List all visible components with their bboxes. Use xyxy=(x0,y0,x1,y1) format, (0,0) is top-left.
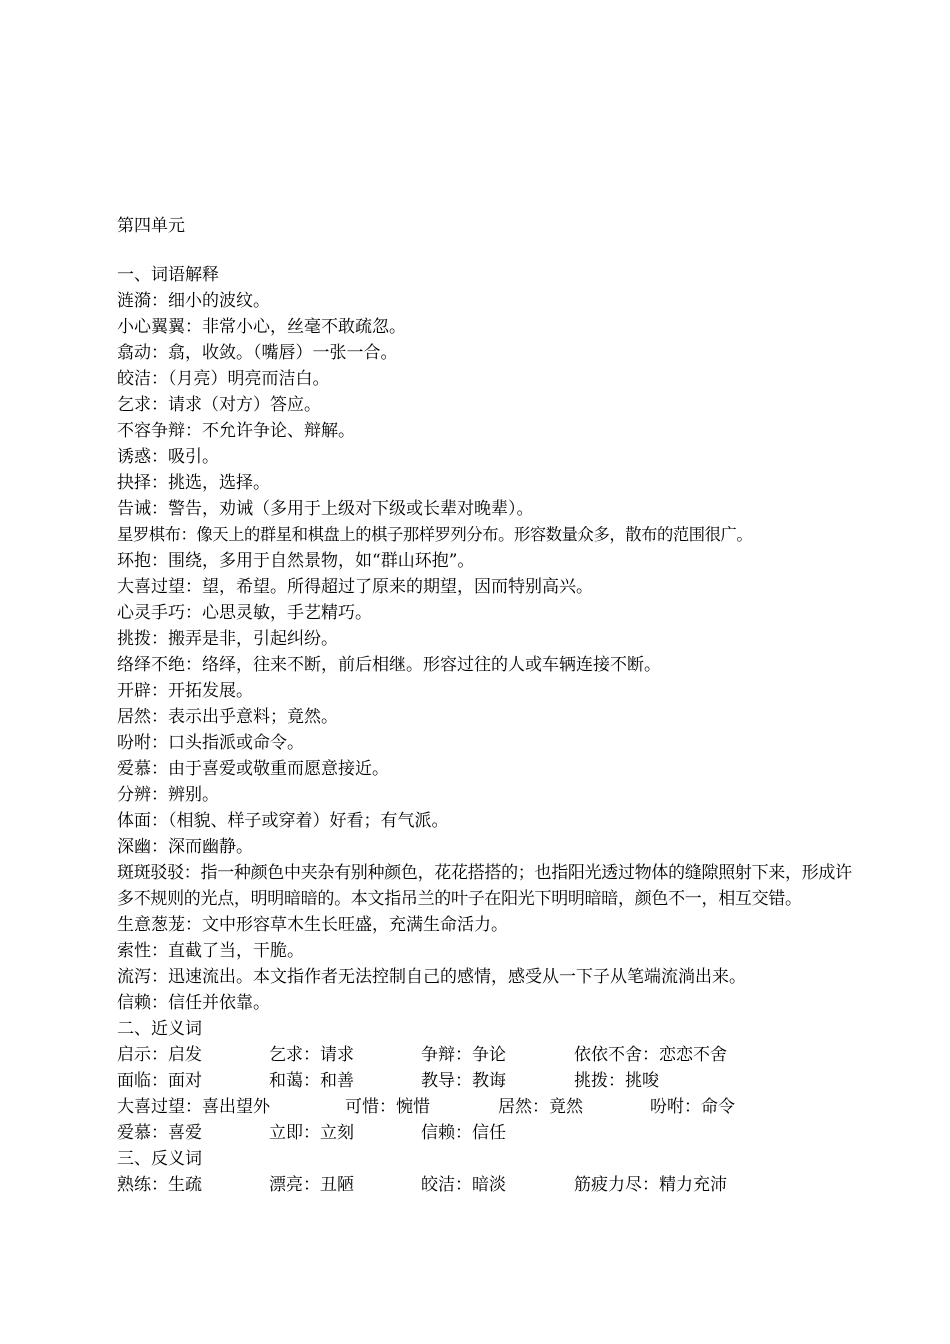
definition-entry: 大喜过望：望，希望。所得超过了原来的期望，因而特别高兴。 xyxy=(117,577,593,597)
definition-entry: 斑斑驳驳：指一种颜色中夹杂有别种颜色，花花搭搭的；也指阳光透过物体的缝隙照射下来，形成许多不规则的光点，明明暗暗的。本文指吊兰的叶子在阳光下明明暗暗，颜色不一，相互交错。 xyxy=(117,863,852,909)
definition-entry: 深幽：深而幽静。 xyxy=(117,837,253,857)
synonym-pair: 可惜：惋惜 xyxy=(345,1097,430,1117)
definition-entry: 星罗棋布：像天上的群星和棋盘上的棋子那样罗列分布。形容数量众多，散布的范围很广。 xyxy=(117,525,753,544)
definition-entry: 吩咐：口头指派或命令。 xyxy=(117,733,304,753)
definition-entry: 信赖：信任并依靠。 xyxy=(117,993,270,1013)
definition-entry: 爱慕：由于喜爱或敬重而愿意接近。 xyxy=(117,759,389,779)
document-content xyxy=(117,262,857,1198)
antonym-pair: 皎洁：暗淡 xyxy=(421,1175,506,1195)
definition-entry: 开辟：开拓发展。 xyxy=(117,681,253,701)
definition-entry: 乞求：请求（对方）答应。 xyxy=(117,395,321,415)
section-heading-definitions: 一、词语解释 xyxy=(117,265,219,285)
definition-entry: 生意葱茏：文中形容草木生长旺盛，充满生命活力。 xyxy=(117,915,508,935)
synonym-row xyxy=(117,1042,857,1068)
definition-entry: 挑拨：搬弄是非，引起纠纷。 xyxy=(117,629,338,649)
synonym-pair: 乞求：请求 xyxy=(269,1045,354,1065)
synonym-pair: 和蔼：和善 xyxy=(269,1071,354,1091)
synonym-pair: 信赖：信任 xyxy=(421,1123,506,1143)
synonym-pair: 爱慕：喜爱 xyxy=(117,1123,202,1143)
unit-title: 第四单元 xyxy=(117,216,185,236)
synonym-pair: 大喜过望：喜出望外 xyxy=(117,1097,270,1117)
definition-entry: 抉择：挑选，选择。 xyxy=(117,473,270,493)
definition-entry: 心灵手巧：心思灵敏，手艺精巧。 xyxy=(117,603,372,623)
antonym-pair: 漂亮：丑陋 xyxy=(269,1175,354,1195)
definition-entry: 居然：表示出乎意料；竟然。 xyxy=(117,707,338,727)
definition-entry: 不容争辩：不允许争论、辩解。 xyxy=(117,421,355,441)
synonym-row xyxy=(117,1120,857,1146)
synonym-pair: 居然：竟然 xyxy=(498,1097,583,1117)
synonym-pair: 教导：教诲 xyxy=(421,1071,506,1091)
definition-entry: 分辨：辨别。 xyxy=(117,785,219,805)
antonym-pair: 熟练：生疏 xyxy=(117,1175,202,1195)
synonym-pair: 启示：启发 xyxy=(117,1045,202,1065)
definition-entry: 索性：直截了当，干脆。 xyxy=(117,941,304,961)
synonym-pair: 立即：立刻 xyxy=(269,1123,354,1143)
section-heading-antonyms: 三、反义词 xyxy=(117,1149,202,1169)
definition-entry: 小心翼翼：非常小心，丝毫不敢疏忽。 xyxy=(117,317,406,337)
definition-entry: 涟漪：细小的波纹。 xyxy=(117,291,270,311)
synonym-pair: 争辩：争论 xyxy=(421,1045,506,1065)
synonym-pair: 挑拨：挑唆 xyxy=(574,1071,659,1091)
section-heading-synonyms: 二、近义词 xyxy=(117,1019,202,1039)
definition-entry: 翕动：翕，收敛。（嘴唇）一张一合。 xyxy=(117,343,398,363)
synonym-row xyxy=(117,1094,857,1120)
synonym-row xyxy=(117,1068,857,1094)
synonym-pair: 依依不舍：恋恋不舍 xyxy=(574,1045,727,1065)
definition-entry: 环抱：围绕，多用于自然景物，如“群山环抱”。 xyxy=(117,551,475,571)
definition-entry: 体面：（相貌、样子或穿着）好看；有气派。 xyxy=(117,811,449,831)
definition-entry: 诱惑：吸引。 xyxy=(117,447,219,467)
definition-entry: 告诫：警告，劝诫（多用于上级对下级或长辈对晚辈）。 xyxy=(117,499,534,519)
definition-entry: 络绎不绝：络绎，往来不断，前后相继。形容过往的人或车辆连接不断。 xyxy=(117,655,661,675)
definition-entry: 皎洁：（月亮）明亮而洁白。 xyxy=(117,369,330,389)
antonym-pair: 筋疲力尽：精力充沛 xyxy=(574,1175,727,1195)
definition-entry: 流泻：迅速流出。本文指作者无法控制自己的感情，感受从一下子从笔端流淌出来。 xyxy=(117,967,746,987)
synonym-pair: 吩咐：命令 xyxy=(650,1097,735,1117)
antonym-row xyxy=(117,1172,857,1198)
synonym-pair: 面临：面对 xyxy=(117,1071,202,1091)
